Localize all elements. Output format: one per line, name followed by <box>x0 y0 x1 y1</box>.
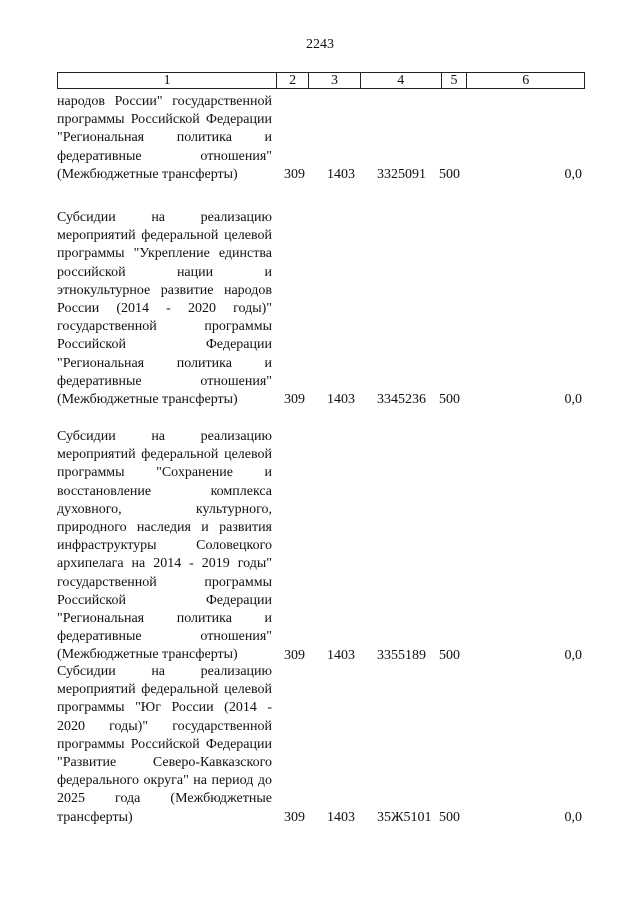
row-col-5: 500 <box>439 392 460 408</box>
row-col-5: 500 <box>439 647 460 663</box>
header-col-4: 4 <box>361 73 442 88</box>
row-col-3: 1403 <box>327 809 355 825</box>
row-col-4: 3325091 <box>377 167 426 183</box>
row-description: народов России" государственной программы Российской Федерации "Региональная политика и федеративные отношения" (Межбюджетные трансферты) <box>57 94 272 182</box>
row-values <box>57 166 597 184</box>
row-col-6: 0,0 <box>564 392 582 408</box>
row-col-5: 500 <box>439 167 460 183</box>
table-row <box>57 663 597 827</box>
row-col-2: 309 <box>284 647 305 663</box>
row-values <box>57 809 597 827</box>
table-row <box>57 428 597 665</box>
row-col-2: 309 <box>284 392 305 408</box>
row-col-3: 1403 <box>327 647 355 663</box>
row-col-3: 1403 <box>327 392 355 408</box>
header-col-6: 6 <box>522 73 530 88</box>
header-col-5: 5 <box>442 73 468 88</box>
header-col-1: 1 <box>58 73 277 88</box>
row-col-6: 0,0 <box>564 647 582 663</box>
row-col-4: 3355189 <box>377 647 426 663</box>
table-row <box>57 209 597 409</box>
row-description: Субсидии на реализацию мероприятий федеральной целевой программы "Укрепление единства российской нации и этнокультурное развитие народов России (2014 - 2020 годы)" государственной программы Российской Федерации "Региональная политика и федеративные отношения" (Межбюджетные трансферты) <box>57 210 272 408</box>
table-header <box>57 72 585 89</box>
row-values <box>57 647 597 665</box>
header-col-3: 3 <box>309 73 361 88</box>
row-col-2: 309 <box>284 809 305 825</box>
row-col-4: 35Ж5101 <box>377 809 432 825</box>
row-col-2: 309 <box>284 167 305 183</box>
row-col-3: 1403 <box>327 167 355 183</box>
row-description: Субсидии на реализацию мероприятий федеральной целевой программы "Юг России (2014 - 2020 годы)" государственной программы Российской Федерации "Развитие Северо-Кавказского федерального округа" на период до 2025 года (Межбюджетные трансферты) <box>57 664 272 825</box>
page-number: 2243 <box>306 37 334 52</box>
row-col-4: 3345236 <box>377 392 426 408</box>
row-col-6: 0,0 <box>564 167 582 183</box>
row-col-5: 500 <box>439 809 460 825</box>
row-col-6: 0,0 <box>564 809 582 825</box>
header-col-2: 2 <box>277 73 309 88</box>
row-values <box>57 391 597 409</box>
table-row <box>57 93 597 184</box>
row-description: Субсидии на реализацию мероприятий федеральной целевой программы "Сохранение и восстановление комплекса духовного, культурного, природного наследия и развития инфраструктуры Соловецкого архипелага на 2014 - 2019 годы" государственной программы Российской Федерации "Региональная политика и федеративные отношения" (Межбюджетные трансферты) <box>57 429 272 663</box>
